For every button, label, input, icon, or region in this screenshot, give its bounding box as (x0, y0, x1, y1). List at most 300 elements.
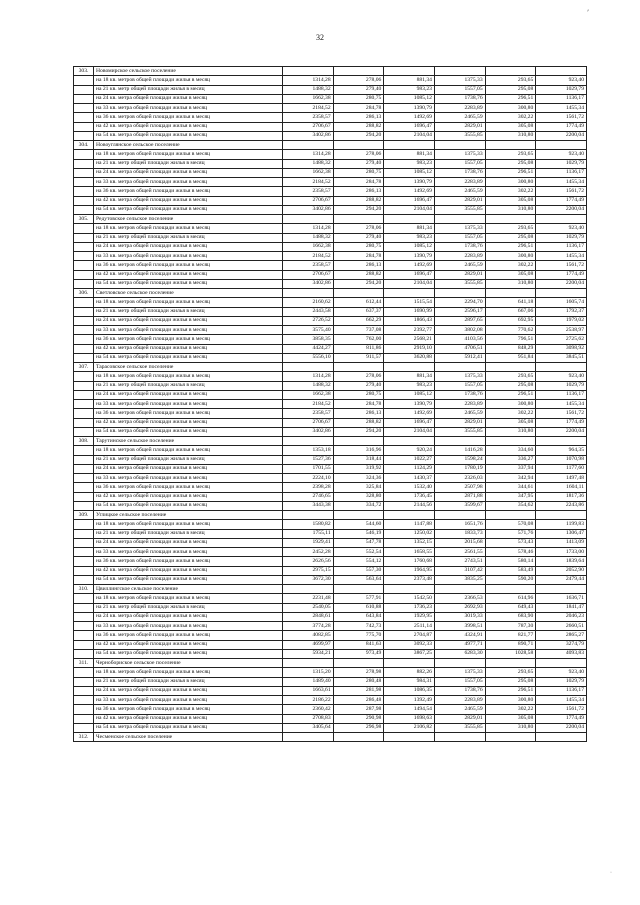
row-index-cell (74, 298, 94, 307)
row-label: на 36 кв. метров общей площади жилья в месяц (94, 113, 283, 122)
value-cell: 281,98 (333, 686, 384, 695)
row-label: на 18 кв. метров общей площади жилья в месяц (94, 298, 283, 307)
value-cell: 3402,86 (283, 205, 334, 214)
row-label: на 36 кв. метров общей площади жилья в месяц (94, 483, 283, 492)
section-number: 308. (74, 437, 94, 446)
empty-cell (434, 659, 485, 668)
value-cell: 5556,10 (283, 353, 334, 362)
value-cell: 354,62 (485, 501, 536, 510)
table-row (74, 492, 587, 501)
section-name: Светловское сельское поселение (94, 289, 283, 298)
value-cell: 287,98 (333, 705, 384, 714)
value-cell: 293,65 (485, 76, 536, 85)
row-index-cell (74, 640, 94, 649)
table-row (74, 677, 587, 686)
section-number: 304. (74, 141, 94, 150)
row-label: на 18 кв. метров общей площади жилья в месяц (94, 446, 283, 455)
value-cell: 1492,69 (384, 187, 435, 196)
value-cell: 920,24 (384, 446, 435, 455)
table-row (74, 76, 587, 85)
table-row (74, 381, 587, 390)
value-cell: 2975,15 (283, 566, 334, 575)
value-cell: 2186,22 (283, 696, 334, 705)
value-cell: 1696,47 (384, 196, 435, 205)
table-row (74, 159, 587, 168)
row-index-cell (74, 548, 94, 557)
value-cell: 2626,56 (283, 557, 334, 566)
value-cell: 294,20 (333, 131, 384, 140)
value-cell: 305,08 (485, 714, 536, 723)
row-label: на 33 кв. метра общей площади жилья в месяц (94, 622, 283, 631)
value-cell: 2104,04 (384, 279, 435, 288)
value-cell: 300,80 (485, 696, 536, 705)
value-cell: 641,18 (485, 298, 536, 307)
value-cell: 1390,79 (384, 252, 435, 261)
value-cell: 1663,61 (283, 686, 334, 695)
value-cell: 911,57 (333, 353, 384, 362)
table-row (74, 224, 587, 233)
table-row (74, 326, 587, 335)
value-cell: 2706,67 (283, 122, 334, 131)
table-row (74, 298, 587, 307)
value-cell: 302,22 (485, 409, 536, 418)
value-cell: 1696,47 (384, 418, 435, 427)
row-index-cell (74, 187, 94, 196)
empty-cell (283, 289, 334, 298)
empty-cell (333, 67, 384, 76)
table-row (74, 640, 587, 649)
table-row (74, 261, 587, 270)
table-row (74, 242, 587, 251)
row-label: на 54 кв. метра общей площади жилья в месяц (94, 501, 283, 510)
empty-cell (384, 141, 435, 150)
row-label: на 42 кв. метра общей площади жилья в месяц (94, 122, 283, 131)
value-cell: 310,80 (485, 427, 536, 436)
value-cell: 3575,40 (283, 326, 334, 335)
value-cell: 3845,51 (536, 353, 587, 362)
value-cell: 614,96 (485, 594, 536, 603)
value-cell: 2200,04 (536, 723, 587, 732)
tariff-table (73, 66, 587, 742)
row-index-cell (74, 594, 94, 603)
value-cell: 4324,91 (434, 631, 485, 640)
table-row (74, 400, 587, 409)
section-number: 309. (74, 511, 94, 520)
row-index-cell (74, 474, 94, 483)
value-cell: 881,34 (384, 76, 435, 85)
section-name: Новоуглянское сельское поселение (94, 141, 283, 150)
section-name: Цвиллингское сельское поселение (94, 585, 283, 594)
empty-cell (283, 363, 334, 372)
value-cell: 1598,24 (434, 455, 485, 464)
value-cell: 310,80 (485, 205, 536, 214)
row-label: на 21 кв. метр общей площади жилья в месяц (94, 455, 283, 464)
value-cell: 1662,38 (283, 242, 334, 251)
empty-cell (434, 437, 485, 446)
value-cell: 3774,28 (283, 622, 334, 631)
empty-cell (333, 437, 384, 446)
empty-cell (333, 141, 384, 150)
row-index-cell (74, 538, 94, 547)
value-cell: 284,78 (333, 104, 384, 113)
section-header-row (74, 215, 587, 224)
value-cell: 280,48 (333, 677, 384, 686)
value-cell: 1492,69 (384, 113, 435, 122)
value-cell: 2871,88 (434, 492, 485, 501)
empty-cell (283, 215, 334, 224)
value-cell: 1662,38 (283, 390, 334, 399)
value-cell: 334,72 (333, 501, 384, 510)
row-label: на 54 кв. метра общей площади жилья в месяц (94, 575, 283, 584)
value-cell: 557,30 (333, 566, 384, 575)
section-header-row (74, 733, 587, 742)
value-cell: 302,22 (485, 113, 536, 122)
empty-cell (384, 585, 435, 594)
value-cell: 1455,34 (536, 178, 587, 187)
value-cell: 3405,64 (283, 723, 334, 732)
value-cell: 1085,12 (384, 94, 435, 103)
value-cell: 881,34 (384, 224, 435, 233)
row-index-cell (74, 557, 94, 566)
value-cell: 279,40 (333, 233, 384, 242)
row-label: на 18 кв. метров общей площади жилья в месяц (94, 76, 283, 85)
row-index-cell (74, 649, 94, 658)
value-cell: 1736,23 (384, 603, 435, 612)
row-index-cell (74, 464, 94, 473)
value-cell: 3107,42 (434, 566, 485, 575)
value-cell: 2224,10 (283, 474, 334, 483)
row-index-cell (74, 122, 94, 131)
value-cell: 2708,83 (283, 714, 334, 723)
value-cell: 2184,52 (283, 104, 334, 113)
value-cell: 552,54 (333, 548, 384, 557)
value-cell: 983,23 (384, 233, 435, 242)
value-cell: 4699,97 (283, 640, 334, 649)
empty-cell (536, 733, 587, 742)
value-cell: 1375,33 (434, 372, 485, 381)
value-cell: 278,06 (333, 76, 384, 85)
section-header-row (74, 363, 587, 372)
value-cell: 316,96 (333, 446, 384, 455)
empty-cell (485, 141, 536, 150)
table-row (74, 649, 587, 658)
empty-cell (434, 215, 485, 224)
value-cell: 1701,55 (283, 464, 334, 473)
value-cell: 544,60 (333, 520, 384, 529)
value-cell: 1515,54 (384, 298, 435, 307)
value-cell: 2704,87 (384, 631, 435, 640)
empty-cell (333, 363, 384, 372)
value-cell: 1390,79 (384, 104, 435, 113)
empty-cell (333, 733, 384, 742)
value-cell: 2184,52 (283, 178, 334, 187)
row-index-cell (74, 159, 94, 168)
value-cell: 1979,02 (536, 316, 587, 325)
value-cell: 1136,17 (536, 94, 587, 103)
row-index-cell (74, 224, 94, 233)
empty-cell (485, 585, 536, 594)
row-index-cell (74, 714, 94, 723)
row-label: на 18 кв. метров общей площади жилья в месяц (94, 668, 283, 677)
row-label: на 18 кв. метров общей площади жилья в месяц (94, 520, 283, 529)
table-row (74, 344, 587, 353)
empty-cell (384, 437, 435, 446)
value-cell: 5934,21 (283, 649, 334, 658)
value-cell: 2231,48 (283, 594, 334, 603)
value-cell: 3555,85 (434, 723, 485, 732)
value-cell: 964,35 (536, 446, 587, 455)
section-number: 311. (74, 659, 94, 668)
table-row (74, 603, 587, 612)
value-cell: 2538,97 (536, 326, 587, 335)
value-cell: 2692,93 (434, 603, 485, 612)
value-cell: 295,08 (485, 85, 536, 94)
value-cell: 649,43 (485, 603, 536, 612)
table-row (74, 233, 587, 242)
value-cell: 2452,28 (283, 548, 334, 557)
value-cell: 2184,52 (283, 400, 334, 409)
value-cell: 2507,98 (434, 483, 485, 492)
value-cell: 1662,38 (283, 94, 334, 103)
value-cell: 1557,05 (434, 85, 485, 94)
empty-cell (384, 289, 435, 298)
row-label: на 21 кв. метр общей площади жилья в месяц (94, 381, 283, 390)
empty-cell (536, 67, 587, 76)
value-cell: 279,40 (333, 381, 384, 390)
row-index-cell (74, 94, 94, 103)
value-cell: 2326,03 (434, 474, 485, 483)
value-cell: 2561,55 (434, 548, 485, 557)
value-cell: 279,40 (333, 159, 384, 168)
value-cell: 1497,48 (536, 474, 587, 483)
value-cell: 951,84 (485, 353, 536, 362)
value-cell: 288,82 (333, 418, 384, 427)
row-index-cell (74, 205, 94, 214)
value-cell: 1964,95 (384, 566, 435, 575)
value-cell: 1561,72 (536, 705, 587, 714)
row-label: на 42 кв. метра общей площади жилья в месяц (94, 418, 283, 427)
row-label: на 18 кв. метров общей площади жилья в месяц (94, 224, 283, 233)
empty-cell (485, 437, 536, 446)
value-cell: 2540,05 (283, 603, 334, 612)
value-cell: 1136,17 (536, 390, 587, 399)
row-label: на 24 кв. метра общей площади жилья в месяц (94, 538, 283, 547)
row-index-cell (74, 446, 94, 455)
row-label: на 24 кв. метра общей площади жилья в месяц (94, 686, 283, 695)
table-row (74, 353, 587, 362)
row-label: на 54 кв. метра общей площади жилья в месяц (94, 131, 283, 140)
value-cell: 310,80 (485, 723, 536, 732)
value-cell: 1489,40 (283, 677, 334, 686)
value-cell: 280,75 (333, 94, 384, 103)
value-cell: 278,06 (333, 372, 384, 381)
value-cell: 923,40 (536, 668, 587, 677)
row-index-cell (74, 85, 94, 94)
value-cell: 3835,25 (434, 575, 485, 584)
value-cell: 1488,32 (283, 85, 334, 94)
value-cell: 1929,95 (384, 612, 435, 621)
empty-cell (333, 215, 384, 224)
value-cell: 1488,32 (283, 159, 334, 168)
value-cell: 1029,79 (536, 381, 587, 390)
row-index-cell (74, 501, 94, 510)
section-number: 307. (74, 363, 94, 372)
value-cell: 2104,04 (384, 205, 435, 214)
row-index-cell (74, 409, 94, 418)
value-cell: 286,13 (333, 187, 384, 196)
value-cell: 1314,28 (283, 150, 334, 159)
value-cell: 3092,33 (384, 640, 435, 649)
value-cell: 583,49 (485, 566, 536, 575)
value-cell: 1022,27 (384, 455, 435, 464)
row-index-cell (74, 696, 94, 705)
row-label: на 21 кв. метр общей площади жилья в месяц (94, 529, 283, 538)
row-label: на 33 кв. метра общей площади жилья в месяц (94, 400, 283, 409)
value-cell: 1696,47 (384, 122, 435, 131)
value-cell: 2184,52 (283, 252, 334, 261)
table-row (74, 104, 587, 113)
value-cell: 290,98 (333, 714, 384, 723)
table-row (74, 427, 587, 436)
value-cell: 821,77 (485, 631, 536, 640)
value-cell: 1557,05 (434, 233, 485, 242)
section-header-row (74, 141, 587, 150)
value-cell: 2465,59 (434, 113, 485, 122)
row-index-cell (74, 622, 94, 631)
tariff-table-body (74, 67, 587, 742)
value-cell: 923,40 (536, 150, 587, 159)
value-cell: 2511,14 (384, 622, 435, 631)
empty-cell (384, 363, 435, 372)
table-row (74, 252, 587, 261)
corner-mark: ⸗ (587, 8, 589, 14)
value-cell: 1698,63 (384, 714, 435, 723)
value-cell: 1738,76 (434, 242, 485, 251)
value-cell: 2160,62 (283, 298, 334, 307)
value-cell: 279,40 (333, 85, 384, 94)
row-label: на 42 кв. метра общей площади жилья в месяц (94, 714, 283, 723)
value-cell: 1177,60 (536, 464, 587, 473)
row-index-cell (74, 400, 94, 409)
table-row (74, 714, 587, 723)
table-row (74, 131, 587, 140)
value-cell: 1636,71 (536, 594, 587, 603)
value-cell: 300,80 (485, 252, 536, 261)
value-cell: 1136,17 (536, 168, 587, 177)
value-cell: 2829,01 (434, 418, 485, 427)
table-row (74, 575, 587, 584)
value-cell: 2200,04 (536, 427, 587, 436)
row-label: на 42 кв. метра общей площади жилья в месяц (94, 640, 283, 649)
value-cell: 296,51 (485, 168, 536, 177)
value-cell: 2106,82 (384, 723, 435, 732)
value-cell: 347,95 (485, 492, 536, 501)
value-cell: 1833,73 (434, 529, 485, 538)
value-cell: 881,34 (384, 150, 435, 159)
value-cell: 6283,30 (434, 649, 485, 658)
value-cell: 1561,72 (536, 409, 587, 418)
row-label: на 36 кв. метров общей площади жилья в месяц (94, 631, 283, 640)
row-index-cell (74, 381, 94, 390)
value-cell: 1029,79 (536, 677, 587, 686)
table-row (74, 538, 587, 547)
empty-cell (536, 437, 587, 446)
value-cell: 1416,28 (434, 446, 485, 455)
value-cell: 2479,44 (536, 575, 587, 584)
value-cell: 841,63 (333, 640, 384, 649)
value-cell: 293,65 (485, 668, 536, 677)
value-cell: 288,82 (333, 270, 384, 279)
value-cell: 612,44 (333, 298, 384, 307)
section-name: Чернобориское сельское поселение (94, 659, 283, 668)
value-cell: 2660,51 (536, 622, 587, 631)
row-label: на 33 кв. метра общей площади жилья в месяц (94, 474, 283, 483)
table-row (74, 520, 587, 529)
value-cell: 310,80 (485, 131, 536, 140)
value-cell: 286,13 (333, 261, 384, 270)
value-cell: 547,78 (333, 538, 384, 547)
value-cell: 280,75 (333, 168, 384, 177)
value-cell: 2746,65 (283, 492, 334, 501)
section-header-row (74, 585, 587, 594)
table-row (74, 85, 587, 94)
row-index-cell (74, 131, 94, 140)
value-cell: 294,20 (333, 205, 384, 214)
table-row (74, 696, 587, 705)
value-cell: 4093,83 (536, 649, 587, 658)
value-cell: 2283,89 (434, 252, 485, 261)
value-cell: 1455,34 (536, 696, 587, 705)
value-cell: 310,80 (485, 279, 536, 288)
table-row (74, 723, 587, 732)
table-row (74, 464, 587, 473)
value-cell: 1352,15 (384, 538, 435, 547)
value-cell: 296,51 (485, 94, 536, 103)
value-cell: 3867,25 (384, 649, 435, 658)
value-cell: 4977,71 (434, 640, 485, 649)
value-cell: 1561,72 (536, 187, 587, 196)
value-cell: 2358,57 (283, 187, 334, 196)
row-label: на 21 кв. метр общей площади жилья в месяц (94, 159, 283, 168)
empty-cell (384, 67, 435, 76)
value-cell: 2596,17 (434, 307, 485, 316)
empty-cell (283, 733, 334, 742)
value-cell: 2465,59 (434, 187, 485, 196)
value-cell: 2283,89 (434, 178, 485, 187)
value-cell: 1085,12 (384, 168, 435, 177)
value-cell: 1390,79 (384, 178, 435, 187)
value-cell: 762,00 (333, 335, 384, 344)
value-cell: 1375,33 (434, 150, 485, 159)
value-cell: 2294,70 (434, 298, 485, 307)
value-cell: 280,75 (333, 242, 384, 251)
row-index-cell (74, 344, 94, 353)
row-index-cell (74, 668, 94, 677)
section-name: Новомирское сельское поселение (94, 67, 283, 76)
row-index-cell (74, 566, 94, 575)
row-index-cell (74, 326, 94, 335)
value-cell: 590,20 (485, 575, 536, 584)
value-cell: 1755,11 (283, 529, 334, 538)
empty-cell (333, 659, 384, 668)
value-cell: 737,08 (333, 326, 384, 335)
empty-cell (536, 141, 587, 150)
row-index-cell (74, 575, 94, 584)
value-cell: 770,62 (485, 326, 536, 335)
table-row (74, 409, 587, 418)
value-cell: 2568,21 (384, 335, 435, 344)
value-cell: 1147,88 (384, 520, 435, 529)
